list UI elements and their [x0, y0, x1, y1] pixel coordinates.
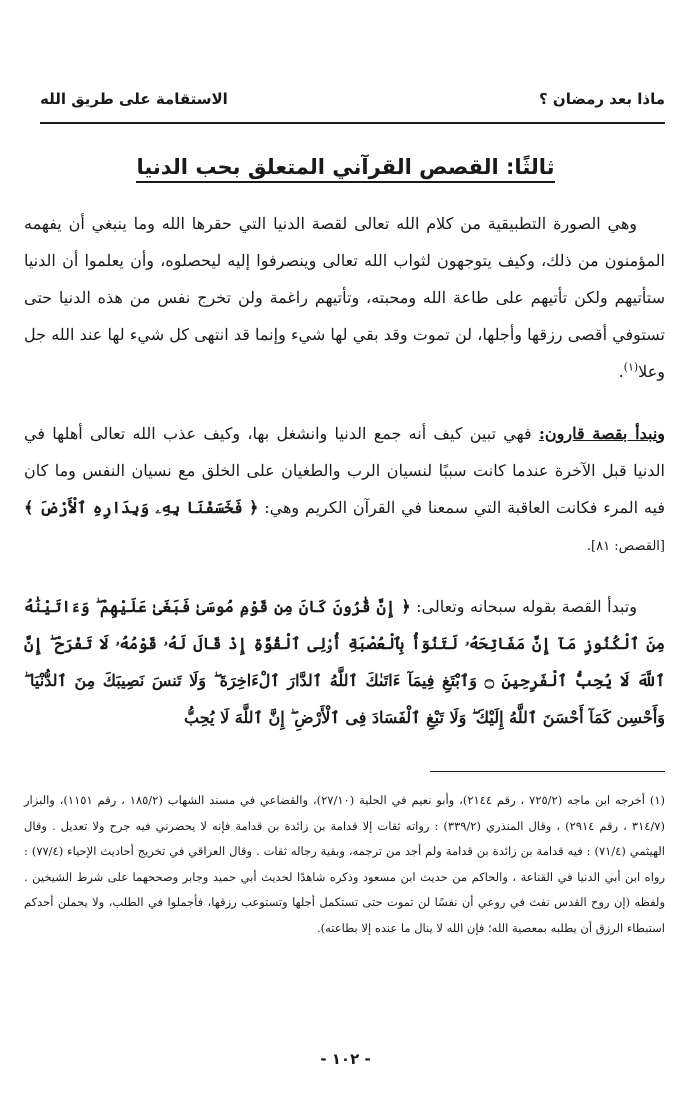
chapter-title: الاستقامة على طريق الله [40, 90, 228, 108]
qarun-story-lead: ونبدأ بقصة قارون: [538, 424, 666, 443]
section-heading-text: ثالثًا: القصص القرآني المتعلق بحب الدنيا [136, 155, 554, 183]
footnote-divider [430, 771, 665, 772]
paragraph-3-intro: وتبدأ القصة بقوله سبحانه وتعالى: [410, 597, 637, 616]
paragraph-2-text: فهي تبين كيف أنه جمع الدنيا وانشغل بها، وكيف عذب الله تعالى أهلها في الدنيا قبل الآخرة عندما كانت سببًا لنسيان الرب والطغيان على الخلق مع نسيان النفس وما كان فيه المرء فكانت العاقبة التي سمعنا في القرآن الكريم وهي: [24, 424, 665, 517]
paragraph-1-text: وهي الصورة التطبيقية من كلام الله تعالى لقصة الدنيا التي حقرها الله وما ينبغي أن يفهمه المؤمنون من ذلك، وكيف يتوجهون لثواب الله تعالى وينصرفوا إليه ليحصلوه، وأن يعلموا أن الدنيا ستأتيهم ولكن تأتيهم على طاعة الله ومحبته، وتأتيهم راغمة ولن تخرج نفس من هذه الدنيا حتى تستوفي أقصى رزقها وأجلها، لن تموت وقد بقي لها شيء وإنما قد انتهى كل شيء لها عند الله جل وعلا [24, 214, 666, 381]
book-page [18, 0, 673, 1106]
running-header [40, 88, 665, 118]
footnote-marker: (١) [623, 360, 639, 374]
quran-verse-short: ﴿ فَخَسَفْنَا بِهِۦ وَبِدَارِهِ ٱلْأَرْضَ ﴾ [24, 498, 259, 517]
paragraph-3 [24, 588, 665, 736]
footnote: (١) أخرجه ابن ماجه (٧٢٥/٢ ، رقم ٢١٤٤)، وأبو نعيم في الحلية (٢٧/١٠)، والقضاعي في مسند الشهاب (١٨٥/٢ ، رقم ١١٥١)، والبزار (٣١٤/٧ ، رقم ٢٩١٤) ، وقال المنذري (٣٣٩/٢) : رواته ثقات إلا قدامة بن زائدة بن قدامة فإنه لا يحضرني فيه جرح ولا تعديل . وقال الهيثمي (٧١/٤) : فيه قدامة بن زائدة بن قدامة ولم أجد من ترجمه، وبقية رجاله ثقات . وقال العراقي في تخريج أحاديث الإحياء (٧٧/٤) : رواه ابن أبي الدنيا في القناعة ، والحاكم من حديث ابن مسعود وذكره شاهدًا لحديث أبي حميد وجابر وصححهما على شرط الشيخين . ولفظه (إن روح القدس نفث في روعي أن نفسًا لن تموت حتى تستكمل أجلها وتستوعب رزقها، فأجملوا في الطلب، ولا يحملن أحدكم استبطاء الرزق أن يطلبه بمعصية الله؛ فإن الله لا ينال ما عنده إلا بطاعته). [24, 793, 666, 935]
section-heading [18, 150, 673, 184]
paragraph-1: وهي الصورة التطبيقية من كلام الله تعالى لقصة الدنيا التي حقرها الله وما ينبغي أن يفهمه المؤمنون من ذلك، وكيف يتوجهون لثواب الله تعالى وينصرفوا إليه ليحصلوه، وأن يعلموا أن الدنيا ستأتيهم ولكن تأتيهم على طاعة الله ومحبته، وتأتيهم راغمة ولن تخرج نفس من هذه الدنيا حتى تستوفي أقصى رزقها وأجلها، لن تموت وقد بقي لها شيء وإنما قد انتهى كل شيء لها عند الله جل وعلا$^{(١)}$. [24, 214, 666, 381]
book-title: ماذا بعد رمضان ؟ [538, 90, 665, 108]
verse-reference: [القصص: ٨١]. [586, 539, 665, 554]
header-divider [40, 122, 665, 124]
paragraph-2 [24, 415, 665, 565]
page-number: - ١٠٢ - [320, 1050, 371, 1068]
quran-verse-qarun: ﴿ إِنَّ قَٰرُونَ كَانَ مِن قَوْمِ مُوسَىٰ فَبَغَىٰ عَلَيْهِمْ ۖ وَءَاتَيْنَٰهُ مِنَ ٱلْكُنُوزِ مَآ إِنَّ مَفَاتِحَهُۥ لَتَنُوٓأُ بِٱلْعُصْبَةِ أُو۟لِى ٱلْقُوَّةِ إِذْ قَالَ لَهُۥ قَوْمُهُۥ لَا تَفْرَحْ ۖ إِنَّ ٱللَّهَ لَا يُحِبُّ ٱلْفَرِحِينَ ۝ وَٱبْتَغِ فِيمَآ ءَاتَىٰكَ ٱللَّهُ ٱلدَّارَ ٱلْءَاخِرَةَ ۖ وَلَا تَنسَ نَصِيبَكَ مِنَ ٱلدُّنْيَا ۖ وَأَحْسِن كَمَآ أَحْسَنَ ٱللَّهُ إِلَيْكَ ۖ وَلَا تَبْغِ ٱلْفَسَادَ فِى ٱلْأَرْضِ ۖ إِنَّ ٱللَّهَ لَا يُحِبُّ [24, 597, 665, 727]
